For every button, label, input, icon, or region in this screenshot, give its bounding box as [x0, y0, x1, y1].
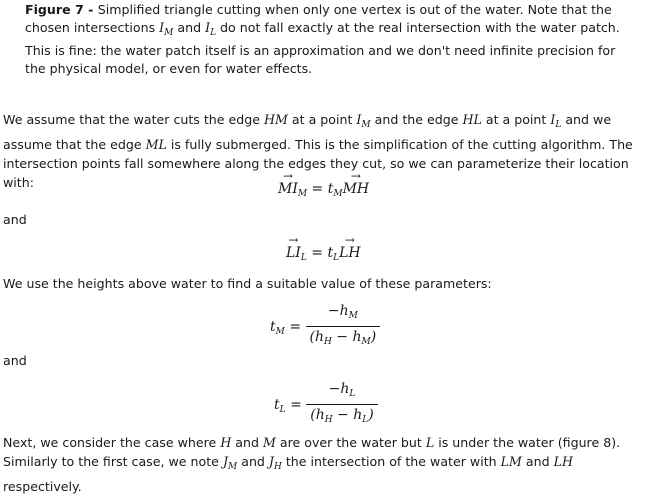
- numerator: [306, 380, 377, 404]
- equals-sign: =: [289, 319, 302, 335]
- p3-text: and: [237, 454, 269, 469]
- and-text-1: and: [3, 212, 27, 227]
- numerator-text: −h: [327, 303, 349, 319]
- equals-sign: =: [311, 181, 324, 197]
- param-t-sub: M: [333, 189, 343, 199]
- param-t: t: [274, 397, 280, 413]
- caption-text-1: Simplified triangle cutting when only one vertex is out of the water. Note that the chosen intersections: [25, 2, 612, 35]
- vector-li-sub: L: [300, 253, 307, 263]
- vertex-h: H: [220, 435, 232, 450]
- vector-li: → LI: [286, 244, 301, 263]
- param-t: t: [327, 245, 334, 261]
- paragraph-heights: We use the heights above water to find a suitable value of these parameters:: [3, 276, 492, 291]
- edge-lh: LH: [553, 454, 573, 469]
- point-im-sub: M: [361, 120, 371, 130]
- den-part: (h: [310, 407, 325, 423]
- fraction: [306, 380, 377, 430]
- fraction: [306, 302, 381, 352]
- den-sub: H: [324, 415, 333, 425]
- caption-text-3: do not fall exactly at the real intersection with the water patch. This is fine: the water patch itself is an approximation and we don't need infinite precision for the physical model, or even for water effects.: [25, 20, 620, 76]
- equation-3: [270, 302, 380, 352]
- point-jm-sub: M: [228, 462, 238, 472]
- param-t: t: [327, 181, 334, 197]
- numerator-sub: L: [349, 389, 356, 399]
- den-sub: M: [361, 337, 371, 347]
- symbol-im-sub: M: [164, 28, 174, 38]
- numerator: [306, 302, 381, 326]
- param-t-sub: L: [279, 405, 286, 415]
- den-part: ): [368, 407, 374, 423]
- p3-text: and: [521, 454, 554, 469]
- param-t-sub: M: [275, 327, 285, 337]
- denominator: [306, 326, 381, 352]
- equals-sign: =: [290, 397, 302, 413]
- vector-lh: → LH: [339, 244, 361, 263]
- den-part: − h: [332, 407, 363, 423]
- param-t-sub: L: [333, 253, 340, 263]
- symbol-il: I: [205, 20, 211, 35]
- caption-text-2: and: [173, 20, 206, 35]
- numerator-text: −h: [328, 381, 350, 397]
- p3-text: respectively.: [3, 479, 82, 494]
- den-sub: H: [323, 337, 332, 347]
- vector-mi: → MI: [278, 180, 298, 199]
- vertex-l: L: [425, 435, 435, 450]
- edge-hl: HL: [462, 112, 482, 127]
- p1-text: and the edge: [370, 112, 463, 127]
- edge-hm: HM: [264, 112, 288, 127]
- numerator-sub: M: [348, 311, 358, 321]
- p3-text: is under the water (figure 8). Similarly to the first case, we note: [3, 435, 621, 469]
- p1-text: at a point: [481, 112, 551, 127]
- point-il-sub: L: [555, 120, 562, 130]
- vector-mh: → MH: [343, 180, 370, 199]
- symbol-im: I: [159, 20, 165, 35]
- equals-sign: =: [311, 245, 323, 261]
- p1-text: and we assume that the edge: [3, 112, 612, 152]
- point-jh-sub: H: [273, 462, 282, 472]
- equation-2: [286, 244, 361, 268]
- p1-text: is fully submerged. This is the simplification of the cutting algorithm. The intersection points fall somewhere along the edges they cut, so we can parameterize their location with:: [3, 137, 633, 190]
- vector-mi-sub: M: [297, 189, 308, 199]
- den-part: − h: [331, 329, 362, 345]
- and-text-2: and: [3, 353, 27, 368]
- point-im: I: [356, 112, 362, 127]
- equation-4: [274, 380, 378, 430]
- figure-caption: [25, 1, 635, 78]
- point-jh: J: [268, 454, 274, 469]
- den-sub: L: [362, 415, 369, 425]
- p1-text: We assume that the water cuts the edge: [3, 112, 265, 127]
- p3-text: are over the water but: [275, 435, 426, 450]
- den-part: ): [370, 329, 377, 345]
- p3-text: the intersection of the water with: [281, 454, 501, 469]
- param-t: t: [270, 319, 276, 335]
- p1-text: at a point: [287, 112, 357, 127]
- point-il: I: [550, 112, 556, 127]
- p3-text: and: [231, 435, 263, 450]
- den-part: (h: [309, 329, 324, 345]
- point-jm: J: [222, 454, 228, 469]
- vertex-m: M: [263, 435, 276, 450]
- symbol-il-sub: L: [210, 28, 217, 38]
- edge-lm: LM: [500, 454, 522, 469]
- denominator: [306, 404, 377, 430]
- edge-ml: ML: [145, 137, 167, 152]
- equation-1: [278, 180, 369, 204]
- figure-label: Figure 7 -: [25, 2, 98, 17]
- paragraph-next-case: [3, 433, 643, 496]
- p3-text: Next, we consider the case where: [3, 435, 221, 450]
